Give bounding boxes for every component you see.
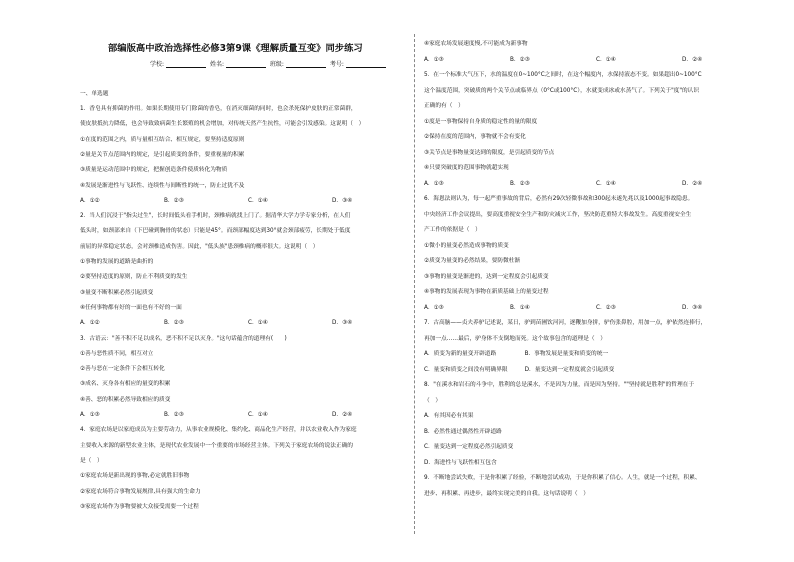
column-divider	[414, 34, 415, 534]
question-line: ①微小的量变必然造成事物的质变	[424, 242, 509, 249]
question-line: 7．古高脑——贞夫养驴记述说，某日，驴到苗圃饮河河，逐鞭加身拼，驴伤张鼻腔，用加一点，驴依然连捧行，	[424, 320, 707, 326]
question-line: ④善、恶的积累必然导致相应的质变	[80, 396, 171, 403]
question-line: 再加一点……最后，驴身体不支倒地而死。这个故事包含的道理是（ ）	[424, 335, 606, 342]
class-blank	[286, 62, 326, 68]
question-line: ③家庭农场作为事物要被大众接受需要一个过程	[80, 503, 199, 510]
question-line: 4．家庭农场是以家庭成员为主要劳动力，从事农业规模化、集约化、商品化生产经营，并以农业收入作为家庭	[80, 427, 357, 434]
question-line: 主要收入来源的新型农业主体，是现代农业发展中一个重要的市场经营主体。下列关于家庭农场的说法正确的	[80, 442, 353, 449]
question-line: 2．当人们沉浸于"指尖过生"，长时间低头看手机时，颈椎病就找上门了。据清华大学力学专家分析，在人们	[80, 213, 351, 220]
question-line: ①家庭农场是新出现的事物,必定就胜旧事物	[80, 473, 190, 480]
option-b[interactable]: B．②③	[164, 197, 184, 204]
option-a[interactable]: A．①③	[424, 56, 444, 63]
question-line: 进步、再积累、再进步，最终实现完美的自我。这句话说明（ ）	[424, 490, 589, 497]
option-a[interactable]: A．①③	[424, 304, 444, 311]
exam-number-blank	[346, 62, 386, 68]
option-d[interactable]: D．③④	[682, 304, 703, 311]
question-line: ①度是一事物保持自身质的稳定性的量的限度	[424, 118, 538, 125]
question-line: ④只要突破度的范围事物就超实现	[424, 165, 509, 171]
option-d[interactable]: D．③④	[332, 320, 353, 327]
school-blank	[166, 62, 206, 68]
question-line: 8．"在溪水和岩石的斗争中，胜利的总是溪水，不是因为力量，而是因为坚持。""坚持就是胜利"的哲理在于	[424, 382, 695, 388]
option-c[interactable]: C．①④	[248, 197, 268, 204]
question-line: ①善与恶性质不同，相互对立	[80, 350, 154, 357]
question-line: ④事物的发展表现为事物在新质基础上的量变过程	[424, 289, 549, 295]
option-b[interactable]: B．①④	[510, 304, 530, 311]
question-line: 中央经济工作会议提出，要高度重视安全生产和防灾减灾工作，坚决防范重特大事故发生。高度重视安全生	[424, 211, 692, 218]
option-a[interactable]: A．①②	[80, 320, 100, 327]
option-d[interactable]: D．②④	[682, 180, 703, 187]
question-line: （ ）	[424, 397, 442, 404]
question-line: ④任何事物都有好的一面也有不好的一面	[80, 304, 182, 311]
question-line: ②家庭农场符合事物发展规律,具有强大的生命力	[80, 488, 201, 495]
option-d[interactable]: D．②④	[682, 56, 703, 63]
question-line: 9．不断地尝试失败，于是你积累了经验，不断地尝试成功，于是你积累了信心。人生，就是一个过程，积累、	[424, 475, 701, 481]
question-line: 正确的有（ ）	[424, 103, 464, 109]
option-c[interactable]: C．①④	[596, 56, 616, 63]
question-line: B．必然性通过偶然性开辟道路	[424, 428, 502, 435]
option-b[interactable]: B．②③	[164, 320, 184, 327]
option-c[interactable]: C．①④	[596, 180, 616, 187]
question-line: ④发展是渐进性与飞跃性、连续性与间断性的统一，防止过犹不及	[80, 182, 245, 189]
question-line: ③成名、灭身各有相应的量变的积累	[80, 381, 171, 388]
option-a[interactable]: A．①②	[80, 197, 100, 204]
question-line: C．量变达到一定程度必然引起质变	[424, 444, 514, 450]
question-line: 是（ ）	[80, 457, 103, 464]
option-b[interactable]: B．②③	[164, 412, 184, 418]
option-a[interactable]: A．①③	[424, 180, 444, 187]
option-b[interactable]: B．②③	[510, 56, 530, 63]
option-d[interactable]: D．③④	[332, 197, 353, 204]
class-label: 班级:	[269, 61, 284, 68]
question-line: ③事物的量变是渐进的，达到一定程度会引起质变	[424, 273, 549, 280]
page-title: 部编版高中政治选择性必修3第9课《理解质量互变》同步练习	[108, 43, 363, 54]
question-line: A．质变为新的量变开辟道路 B．事物发展是量变和质变的统一	[424, 351, 609, 357]
student-info-line	[150, 59, 388, 68]
option-d[interactable]: D．②④	[332, 412, 353, 418]
question-line: ①事物的发展的道路是曲折的	[80, 259, 154, 265]
question-line: 前屈的异常稳定状态，会对颈椎造成伤害。因此，"低头族"患颈椎病的概率很大。这说明（ ）	[80, 243, 319, 250]
question-line: 5．在一个标准大气压下，水的温度在0~100°C之间时，在这个幅度内，水保持液态不变。如果超出0~100°C	[424, 72, 702, 78]
question-line: ②保持在度的范围内，事物就不会有变化	[424, 134, 526, 140]
question-line: 这个温度范围，突破质的两个关节点或临界点（0°C或100°C），水就变成冰或水蒸气了。下列关于"度"的认识	[424, 87, 700, 94]
question-line: ③关节点是事物量变达到的限度，是引起质变的节点	[424, 149, 555, 156]
question-line: D．海进性与飞跃性相互包含	[424, 459, 497, 466]
question-line: ②质变为量变的必然结果，要防微杜渐	[424, 258, 521, 264]
question-line: 3．古语云："善不积不足以成名，恶不积不足以灭身。"这句话蕴含的道理有( )	[80, 335, 287, 342]
question-line: ④家庭农场发展速度慢,不可能成为新事物	[424, 41, 528, 47]
question-line: ②量是关节点范围内的规定，是引起质变的条件，要重视量的积累	[80, 151, 245, 158]
option-a[interactable]: A．①③	[80, 412, 100, 418]
question-line: 产工作的依据是（ ）	[424, 227, 481, 233]
option-b[interactable]: B．②③	[510, 180, 530, 187]
section-heading: 一、单选题	[80, 91, 109, 97]
option-c[interactable]: C．②③	[596, 304, 616, 311]
school-label: 学校:	[150, 61, 165, 68]
option-c[interactable]: C．①④	[248, 320, 268, 327]
question-line: A．有其因必有其果	[424, 413, 474, 419]
question-line: C．量变和质变之间没有明确界限 D．量变达到一定程度就会引起质变	[424, 366, 615, 373]
question-line: ③质量是运动范围中的规定，把握创造条件使质转化为物质	[80, 167, 228, 174]
question-line: ②要坚持适度的原则，防止不利质变的发生	[80, 274, 188, 281]
question-line: ③量变不断积累必然引起质变	[80, 289, 154, 296]
option-c[interactable]: C．①④	[248, 412, 268, 418]
question-line: 低头时，如颈部来自（下巴碰到胸骨的状态）只能是45°。而颈部幅度达到30°就会颈部疲劳，长期处于低度	[80, 228, 351, 235]
question-line: ②善与恶在一定条件下会相互转化	[80, 366, 165, 373]
question-line: 6．海恩法则认为，每一起严重事故的背后，必然有29次轻微事故和300起未遂先兆以及1000起事故隐患。	[424, 196, 694, 202]
name-label: 姓名:	[209, 61, 224, 68]
question-line: 使皮肤抵抗力降低，也会导致致病菌生长繁殖的机会增加，对传统天然产生抗性，可能会引发感染。这说明（ ）	[80, 121, 365, 128]
name-blank	[226, 62, 266, 68]
question-line: ①在度的范围之内，质与量相互结合、相互规定，要坚持适度原则	[80, 136, 245, 143]
exam-number-label: 考号:	[329, 61, 344, 68]
question-line: 1．香皂具有抑菌的作用。如果长期使用专门除菌的香皂，在消灭细菌的同时，也会杀死保护皮肤的正常菌群，	[80, 106, 357, 112]
